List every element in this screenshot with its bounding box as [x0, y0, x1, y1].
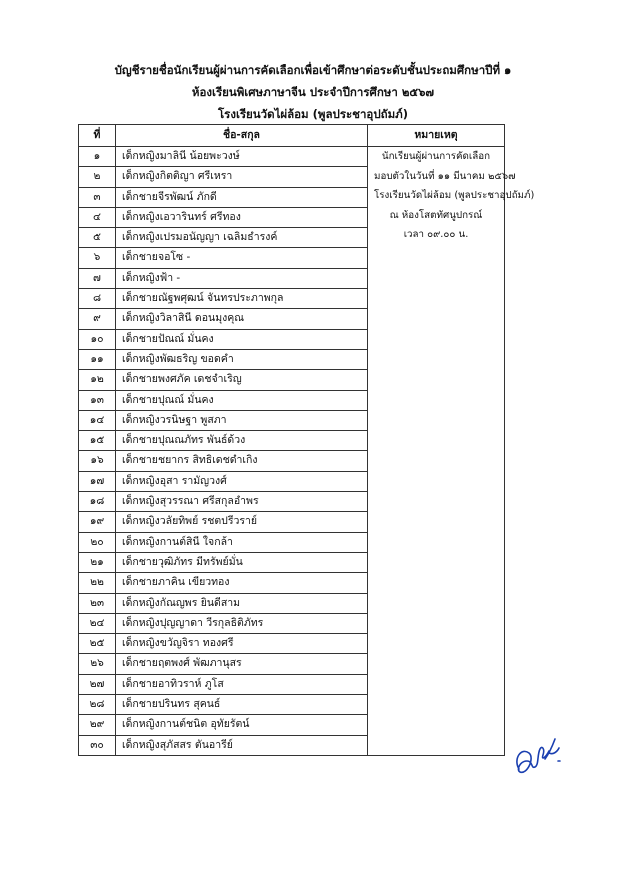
document-title-line-2: ห้องเรียนพิเศษภาษาจีน ประจำปีการศึกษา ๒๕๖๗: [191, 85, 435, 99]
row-number: ๒๘: [79, 695, 116, 715]
student-name: เด็กชายปุณณ์ มั่นคง: [116, 390, 368, 410]
row-number: ๒๐: [79, 532, 116, 552]
student-name: เด็กหญิงกิตติญา ศรีเหรา: [116, 167, 368, 187]
student-name: เด็กหญิงวรนิษฐา พูสภา: [116, 410, 368, 430]
student-name: เด็กชายปรินทร สุคนธ์: [116, 695, 368, 715]
remark-line: โรงเรียนวัดไผ่ล้อม (พูลประชาอุปถัมภ์): [374, 190, 535, 202]
row-number: ๒๔: [79, 613, 116, 633]
remark-line: เวลา ๐๙.๐๐ น.: [403, 229, 469, 241]
student-name: เด็กหญิงสุภัสสร ตันอารีย์: [116, 735, 368, 755]
signature-mark: [511, 725, 567, 785]
document-title-line-3: โรงเรียนวัดไผ่ล้อม (พูลประชาอุปถัมภ์): [217, 107, 409, 121]
row-number: ๗: [79, 268, 116, 288]
row-number: ๑๐: [79, 329, 116, 349]
row-number: ๑๕: [79, 431, 116, 451]
student-name: เด็กหญิงเปรมอนัญญา เฉลิมธำรงค์: [116, 228, 368, 248]
student-name: เด็กชายจอโซ -: [116, 248, 368, 268]
student-name: เด็กหญิงมาลินี น้อยพะวงษ์: [116, 147, 368, 167]
row-number: ๑๑: [79, 349, 116, 369]
row-number: ๑๓: [79, 390, 116, 410]
remark-cell: [368, 147, 535, 756]
row-number: ๒๓: [79, 593, 116, 613]
row-number: ๒๒: [79, 573, 116, 593]
student-name: เด็กชายภาคิน เขียวทอง: [116, 573, 368, 593]
student-name: เด็กหญิงพัฒธริญ ขอดคำ: [116, 349, 368, 369]
table-header-row: [79, 125, 505, 147]
row-number: ๑๒: [79, 370, 116, 390]
remark-line: นักเรียนผู้ผ่านการคัดเลือก: [381, 151, 491, 162]
student-name: เด็กชายปุณณภัทร พันธ์ด้วง: [116, 431, 368, 451]
row-number: ๒๑: [79, 552, 116, 572]
student-name: เด็กหญิงกัณญพร ยินดีสาม: [116, 593, 368, 613]
row-number: ๑๘: [79, 492, 116, 512]
student-roster-table: [78, 124, 535, 756]
row-number: ๖: [79, 248, 116, 268]
row-number: ๕: [79, 228, 116, 248]
document-title-line-1: บัญชีรายชื่อนักเรียนผู้ผ่านการคัดเลือกเพื่อเข้าศึกษาต่อระดับชั้นประถมศึกษาปีที่ ๑: [114, 63, 512, 77]
row-number: ๑๔: [79, 410, 116, 430]
student-name: เด็กหญิงวิลาสินี ดอนมุงคุณ: [116, 309, 368, 329]
student-name: เด็กหญิงกานต์ชนิต อุทัยรัตน์: [116, 715, 368, 735]
header-name: ชื่อ-สกุล: [116, 125, 368, 147]
row-number: ๒: [79, 167, 116, 187]
header-number: ที่: [79, 125, 116, 147]
student-name: เด็กชายณัฐพศุฒน์ จันทรประภาพกุล: [116, 289, 368, 309]
header-remark: หมายเหตุ: [368, 125, 505, 147]
student-name: เด็กชายจีรพัฒน์ ภักดี: [116, 187, 368, 207]
student-name: เด็กชายปัณณ์ มั่นคง: [116, 329, 368, 349]
student-name: เด็กหญิงอุสา รามัญวงศ์: [116, 471, 368, 491]
student-name: เด็กหญิงฟ้า -: [116, 268, 368, 288]
row-number: ๘: [79, 289, 116, 309]
remark-line: ณ ห้องโสตทัศนูปกรณ์: [389, 209, 483, 221]
student-name: เด็กชายชยากร สิทธิเดชดำเกิง: [116, 451, 368, 471]
remark-line: มอบตัวในวันที่ ๑๑ มีนาคม ๒๕๖๗: [374, 170, 516, 182]
student-name: เด็กชายฤตพงศ์ พัฒภานุสร: [116, 654, 368, 674]
student-name: เด็กชายอาทิวราห์ ภูโส: [116, 674, 368, 694]
table-body: [79, 147, 535, 756]
row-number: ๓๐: [79, 735, 116, 755]
row-number: ๓: [79, 187, 116, 207]
student-name: เด็กหญิงเอวารินทร์ ศรีทอง: [116, 207, 368, 227]
row-number: ๑๙: [79, 512, 116, 532]
student-name: เด็กหญิงสุวรรณา ศรีสกุลอำพร: [116, 492, 368, 512]
table-row: [79, 147, 505, 167]
student-name: เด็กชายพงศภัค เดชจำเริญ: [116, 370, 368, 390]
student-name: เด็กหญิงกานต์สินี ใจกล้า: [116, 532, 368, 552]
row-number: ๒๖: [79, 654, 116, 674]
row-number: ๙: [79, 309, 116, 329]
row-number: ๒๙: [79, 715, 116, 735]
row-number: ๑: [79, 147, 116, 167]
row-number: ๒๗: [79, 674, 116, 694]
student-name: เด็กหญิงขวัญจิรา ทองศรี: [116, 634, 368, 654]
student-name: เด็กหญิงปุญญาดา วีรกุลธิติภัทร: [116, 613, 368, 633]
row-number: ๔: [79, 207, 116, 227]
row-number: ๑๗: [79, 471, 116, 491]
student-name: เด็กชายวุฒิภัทร มีทรัพย์มั่น: [116, 552, 368, 572]
student-name: เด็กหญิงวลัยทิพย์ รชตปรีวราย์: [116, 512, 368, 532]
row-number: ๑๖: [79, 451, 116, 471]
row-number: ๒๕: [79, 634, 116, 654]
